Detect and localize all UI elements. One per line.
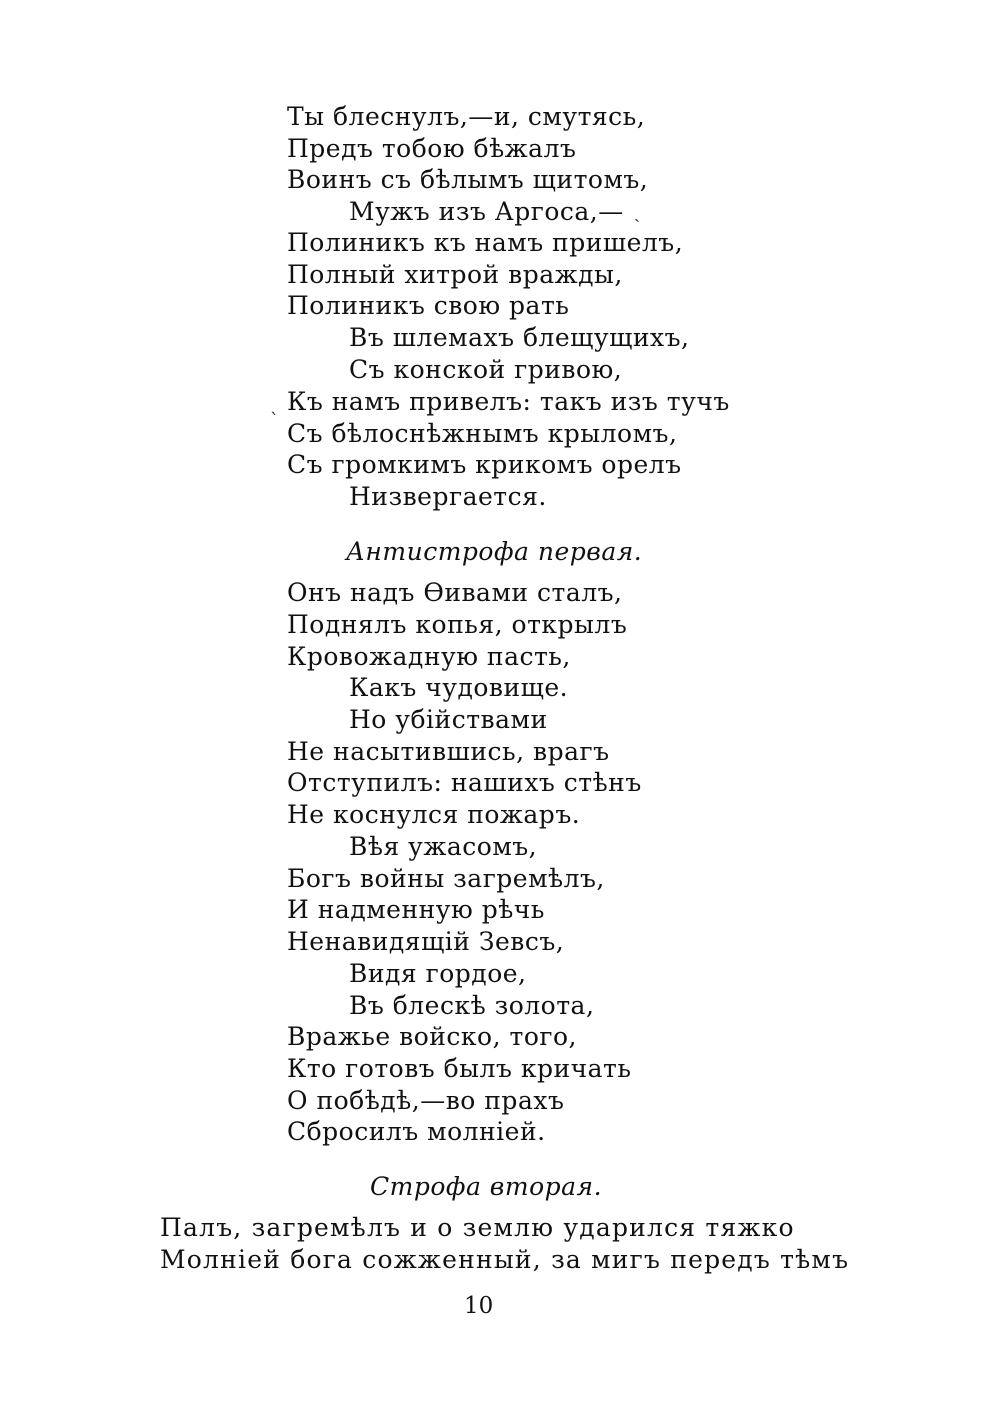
verse-line: Воинъ съ бѣлымъ щитомъ, [287, 165, 649, 194]
verse-line-indented: Низвергается. [349, 482, 547, 511]
verse-line-long: Палъ, загремѣлъ и о землю ударился тяжко [160, 1213, 795, 1242]
verse-line: О побѣдѣ,—во прахъ [287, 1086, 565, 1115]
verse-line-indented: Въ блескѣ золота, [349, 991, 595, 1020]
verse-line: И надменную рѣчь [287, 895, 545, 924]
verse-line: Кто готовъ былъ кричать [287, 1054, 632, 1083]
page-number: 10 [464, 1293, 494, 1319]
verse-line: Съ громкимъ крикомъ орелъ [287, 450, 682, 479]
verse-line: Къ намъ привелъ: такъ изъ тучъ [287, 387, 730, 416]
verse-line: Богъ войны загремѣлъ, [287, 864, 605, 893]
section-heading: Антистрофа первая. [346, 537, 643, 566]
print-speck: ˏ [634, 202, 640, 223]
print-speck: ˋ [270, 410, 279, 431]
verse-line-indented: Въ шлемахъ блещущихъ, [349, 323, 690, 352]
verse-line-indented: Мужъ изъ Аргоса,— [349, 197, 624, 226]
verse-line-indented: Видя гордое, [349, 959, 527, 988]
verse-line: Ты блеснулъ,—и, смутясь, [287, 102, 646, 131]
verse-line: Не насытившись, врагъ [287, 737, 610, 766]
verse-line: Онъ надъ Ѳивами сталъ, [287, 578, 623, 607]
verse-line: Предъ тобою бѣжалъ [287, 134, 577, 163]
verse-line: Вражье войско, того, [287, 1022, 577, 1051]
verse-line-indented: Съ конской гривою, [349, 355, 623, 384]
verse-line: Кровожадную пасть, [287, 642, 571, 671]
verse-line: Не коснулся пожаръ. [287, 800, 581, 829]
verse-line: Ненавидящій Зевсъ, [287, 927, 565, 956]
verse-line: Полиникъ къ намъ пришелъ, [287, 228, 684, 257]
verse-line: Отступилъ: нашихъ стѣнъ [287, 768, 642, 797]
verse-line: Поднялъ копья, открылъ [287, 610, 628, 639]
verse-line-indented: Какъ чудовище. [349, 673, 569, 702]
verse-line-indented: Вѣя ужасомъ, [349, 832, 538, 861]
verse-line: Полный хитрой вражды, [287, 260, 623, 289]
verse-line: Полиникъ свою рать [287, 291, 570, 320]
verse-line: Съ бѣлоснѣжнымъ крыломъ, [287, 419, 678, 448]
verse-line: Сбросилъ молніей. [287, 1117, 546, 1146]
verse-line-indented: Но убійствами [349, 705, 548, 734]
section-heading: Строфа вторая. [370, 1172, 603, 1201]
verse-line-long: Молніей бога сожженный, за мигъ передъ тѣмъ [160, 1245, 850, 1274]
